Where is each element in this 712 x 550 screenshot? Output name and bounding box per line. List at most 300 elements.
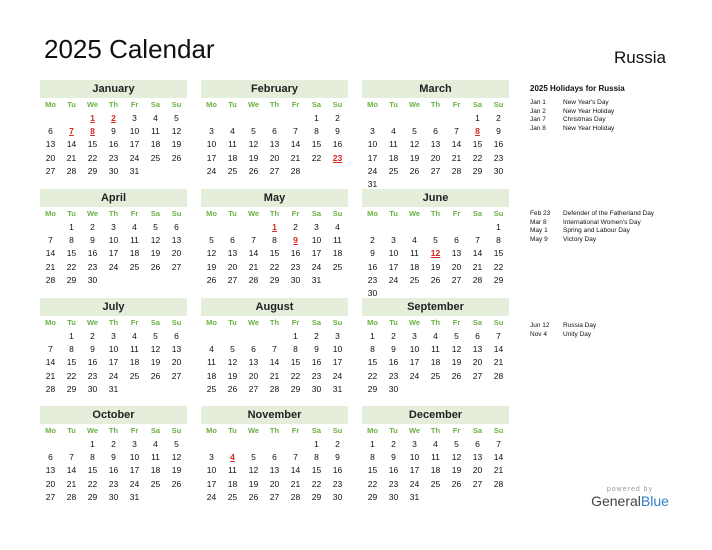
day-cell: 29 [87,491,98,502]
day-cell: 8 [69,235,74,246]
weekday-label: Fr [291,318,300,327]
day-cell: 31 [409,491,420,502]
weekday-label: Tu [67,426,76,435]
day-cell: 11 [431,344,440,355]
weekday-label: Fr [130,426,139,435]
day-cell: 28 [66,165,77,176]
holiday-row [530,125,700,134]
day-cell: 1 [314,439,319,449]
day-cell: 16 [332,139,343,150]
day-cell: 11 [130,235,139,246]
day-cell: 24 [129,152,140,163]
day-cell: 2 [370,235,375,246]
day-cell: 18 [332,248,343,259]
month-title: November [201,406,348,424]
day-cell: 25 [409,274,420,285]
day-cell: 13 [269,139,280,150]
day-cell: 9 [335,126,340,137]
day-cell: 29 [269,274,280,285]
empty-cell [243,112,264,125]
day-cell: 6 [48,126,53,137]
day-cell: 9 [111,452,116,463]
day-cell: 12 [451,344,462,355]
weekday-label: Fr [452,209,461,218]
holiday-name: Unity Day [563,330,592,338]
weekday-label: Tu [228,318,237,327]
day-cell: 31 [367,178,378,189]
month-days [201,424,348,504]
day-cell: 29 [493,274,504,285]
day-cell: 28 [290,165,301,176]
weekday-label: Sa [472,100,483,109]
day-cell: 21 [248,261,259,272]
holiday-name: International Women's Day [563,218,641,226]
day-cell: 18 [129,357,140,368]
day-cell: 21 [472,261,483,272]
day-cell: 22 [367,370,378,381]
day-cell: 24 [108,261,119,272]
holiday-row [530,236,700,245]
day-cell: 3 [111,222,116,232]
day-cell: 3 [335,331,340,341]
day-cell: 20 [248,370,259,381]
day-cell: 24 [388,274,399,285]
holiday-group [530,322,700,339]
empty-cell [285,438,306,451]
weekday-label: Th [430,426,441,435]
day-cell: 15 [493,248,504,259]
day-cell: 23 [87,370,98,381]
day-cell: 19 [206,261,217,272]
weekday-label: Fr [130,209,139,218]
holiday-day: 2 [111,113,116,123]
day-cell: 25 [129,261,140,272]
day-cell: 17 [388,261,399,272]
day-cell: 31 [332,383,343,394]
day-cell: 30 [311,383,322,394]
day-cell: 7 [475,235,480,246]
holiday-row [530,219,700,228]
day-cell: 10 [129,126,140,137]
weekday-label: Sa [472,426,483,435]
holiday-day: 7 [69,126,74,137]
day-cell: 3 [111,331,116,341]
day-cell: 17 [409,357,420,368]
day-cell: 30 [108,491,119,502]
weekday-label: We [408,209,421,218]
day-cell: 19 [430,261,441,272]
day-cell: 22 [66,370,77,381]
day-cell: 26 [171,152,182,163]
day-cell: 22 [87,152,98,163]
weekday-label: Sa [311,100,322,109]
day-cell: 25 [129,370,140,381]
day-cell: 21 [290,478,301,489]
day-cell: 8 [293,344,298,355]
month-days [201,207,348,287]
weekday-label: Mo [367,100,378,109]
weekday-label: Fr [452,100,461,109]
day-cell: 14 [248,248,259,259]
day-cell: 3 [209,126,214,137]
day-cell: 19 [451,465,462,476]
day-cell: 3 [391,235,396,246]
day-cell: 25 [430,478,441,489]
day-cell: 8 [314,452,319,463]
empty-cell [201,330,222,343]
day-cell: 31 [129,491,140,502]
day-cell: 20 [451,261,462,272]
day-cell: 4 [433,439,438,449]
day-cell: 21 [493,465,504,476]
holiday-row [530,227,700,236]
day-cell: 16 [388,465,399,476]
weekday-label: Tu [67,100,76,109]
empty-cell [222,112,243,125]
day-cell: 12 [451,452,462,463]
day-cell: 6 [272,452,277,463]
day-cell: 16 [311,357,322,368]
weekday-label: Sa [150,209,161,218]
holiday-day: 12 [430,248,441,259]
day-cell: 4 [335,222,340,232]
weekday-label: Mo [367,426,378,435]
day-cell: 23 [290,261,301,272]
day-cell: 31 [311,274,322,285]
weekday-label: Fr [291,100,300,109]
day-cell: 4 [412,235,417,246]
day-cell: 9 [391,344,396,355]
day-cell: 3 [370,126,375,137]
day-cell: 12 [150,344,161,355]
day-cell: 23 [108,478,119,489]
day-cell: 27 [451,274,462,285]
day-cell: 23 [332,478,343,489]
empty-cell [243,438,264,451]
day-cell: 6 [272,126,277,137]
day-cell: 24 [108,370,119,381]
day-cell: 18 [206,370,217,381]
day-cell: 10 [311,235,322,246]
day-cell: 14 [451,139,462,150]
day-cell: 19 [227,370,238,381]
day-cell: 14 [45,357,56,368]
holiday-day: 1 [272,222,277,232]
weekday-label: Th [108,209,119,218]
day-cell: 17 [332,357,343,368]
day-cell: 18 [430,357,441,368]
day-cell: 4 [153,113,158,123]
day-cell: 31 [129,165,140,176]
day-cell: 15 [269,248,280,259]
day-cell: 10 [409,344,420,355]
day-cell: 17 [129,139,140,150]
holiday-group [530,210,700,244]
day-cell: 20 [171,248,182,259]
day-cell: 3 [132,439,137,449]
holiday-group [530,99,700,133]
day-cell: 24 [409,478,420,489]
weekday-label: Sa [150,426,161,435]
day-cell: 20 [45,152,56,163]
day-cell: 9 [391,452,396,463]
day-cell: 13 [45,465,56,476]
holiday-row [530,99,700,108]
holiday-day: 8 [475,126,480,137]
month-days [40,207,187,287]
day-cell: 26 [150,261,161,272]
day-cell: 28 [493,370,504,381]
day-cell: 16 [493,139,504,150]
day-cell: 30 [388,491,399,502]
day-cell: 11 [151,126,160,137]
weekday-label: Su [493,318,504,327]
day-cell: 2 [335,113,340,123]
day-cell: 6 [251,344,256,355]
day-cell: 8 [90,452,95,463]
weekday-label: Sa [472,318,483,327]
month-days [201,98,348,178]
day-cell: 15 [472,139,483,150]
weekday-label: Mo [45,100,56,109]
holiday-day: 9 [293,235,298,246]
day-cell: 27 [171,261,182,272]
day-cell: 9 [370,248,375,259]
day-cell: 25 [332,261,343,272]
day-cell: 20 [269,478,280,489]
day-cell: 20 [430,152,441,163]
empty-cell [40,112,61,125]
day-cell: 29 [66,274,77,285]
day-cell: 22 [493,261,504,272]
weekday-label: We [247,209,260,218]
day-cell: 17 [409,465,420,476]
day-cell: 27 [227,274,238,285]
day-cell: 25 [150,478,161,489]
day-cell: 26 [227,383,238,394]
day-cell: 18 [227,152,238,163]
day-cell: 20 [45,478,56,489]
day-cell: 2 [391,439,396,449]
empty-cell [383,112,404,125]
day-cell: 7 [48,344,53,355]
holiday-day: 8 [90,126,95,137]
day-cell: 12 [227,357,238,368]
day-cell: 9 [90,235,95,246]
day-cell: 13 [171,344,182,355]
holiday-date: Feb 23 [530,210,551,217]
day-cell: 10 [206,465,217,476]
day-cell: 25 [150,152,161,163]
weekday-label: Sa [311,209,322,218]
day-cell: 1 [69,222,74,232]
day-cell: 18 [388,152,399,163]
day-cell: 6 [174,331,179,341]
day-cell: 21 [45,370,56,381]
day-cell: 26 [248,165,259,176]
weekday-label: Su [332,209,343,218]
day-cell: 25 [430,370,441,381]
day-cell: 2 [335,439,340,449]
day-cell: 5 [454,331,459,341]
day-cell: 22 [472,152,483,163]
day-cell: 19 [409,152,420,163]
empty-cell [201,438,222,451]
day-cell: 18 [150,465,161,476]
weekday-label: Th [269,426,280,435]
empty-cell [467,221,488,234]
day-cell: 18 [150,139,161,150]
day-cell: 21 [66,478,77,489]
weekday-label: Fr [291,426,300,435]
day-cell: 19 [150,248,161,259]
day-cell: 14 [472,248,483,259]
month-title: December [362,406,509,424]
day-cell: 3 [314,222,319,232]
empty-cell [201,112,222,125]
day-cell: 19 [248,152,259,163]
day-cell: 2 [314,331,319,341]
day-cell: 6 [433,126,438,137]
day-cell: 4 [230,126,235,137]
month-july [40,298,187,396]
weekday-label: Su [493,209,504,218]
day-cell: 11 [410,248,419,259]
holiday-name: New Year Holiday [563,107,615,115]
empty-cell [264,112,285,125]
day-cell: 21 [493,357,504,368]
day-cell: 27 [269,165,280,176]
day-cell: 8 [69,344,74,355]
holiday-date: Mar 8 [530,218,547,226]
weekday-label: We [86,426,99,435]
day-cell: 4 [209,344,214,355]
day-cell: 21 [269,370,280,381]
holiday-row [530,322,700,331]
day-cell: 29 [367,383,378,394]
weekday-label: Mo [45,209,56,218]
weekday-label: Su [171,209,182,218]
month-days [362,316,509,396]
weekday-label: Tu [228,100,237,109]
day-cell: 3 [412,331,417,341]
weekday-label: Su [171,426,182,435]
empty-cell [362,112,383,125]
weekday-label: Th [108,100,119,109]
weekday-label: We [86,209,99,218]
day-cell: 10 [332,344,343,355]
day-cell: 19 [451,357,462,368]
brand-name-general: General [591,493,641,509]
day-cell: 15 [367,357,378,368]
day-cell: 2 [111,439,116,449]
empty-cell [40,221,61,234]
month-days [362,207,509,300]
day-cell: 22 [290,370,301,381]
day-cell: 7 [454,126,459,137]
day-cell: 4 [153,439,158,449]
day-cell: 22 [66,261,77,272]
country-label: Russia [614,48,666,67]
day-cell: 23 [108,152,119,163]
day-cell: 1 [370,331,375,341]
day-cell: 10 [108,235,119,246]
day-cell: 17 [206,478,217,489]
weekday-label: Mo [45,426,56,435]
day-cell: 16 [108,139,119,150]
day-cell: 12 [248,465,259,476]
holiday-name: Russia Day [563,322,597,329]
month-title: April [40,189,187,207]
day-cell: 6 [475,439,480,449]
weekday-label: Sa [150,318,161,327]
day-cell: 22 [367,478,378,489]
month-days [362,424,509,504]
day-cell: 4 [132,222,137,232]
weekday-label: Tu [389,426,398,435]
day-cell: 28 [45,383,56,394]
weekday-label: Tu [389,100,398,109]
day-cell: 7 [48,235,53,246]
day-cell: 17 [206,152,217,163]
day-cell: 5 [174,113,179,123]
weekday-label: Mo [206,209,217,218]
day-cell: 7 [251,235,256,246]
holiday-row [530,116,700,125]
empty-cell [446,112,467,125]
day-cell: 26 [206,274,217,285]
day-cell: 12 [171,452,182,463]
empty-cell [285,112,306,125]
holiday-day: 1 [90,113,95,123]
day-cell: 23 [388,478,399,489]
day-cell: 17 [129,465,140,476]
day-cell: 15 [66,357,77,368]
weekday-label: We [247,100,260,109]
day-cell: 24 [129,478,140,489]
day-cell: 10 [108,344,119,355]
day-cell: 6 [454,235,459,246]
day-cell: 5 [153,222,158,232]
day-cell: 2 [293,222,298,232]
day-cell: 14 [45,248,56,259]
day-cell: 13 [248,357,259,368]
day-cell: 11 [207,357,216,368]
day-cell: 28 [290,491,301,502]
day-cell: 6 [475,331,480,341]
weekday-label: We [247,318,260,327]
month-march [362,80,509,191]
weekday-label: Sa [150,100,161,109]
powered-by-label: powered by [606,486,654,493]
day-cell: 3 [209,452,214,463]
weekday-label: Th [269,209,280,218]
day-cell: 18 [430,465,441,476]
day-cell: 14 [493,344,504,355]
empty-cell [243,330,264,343]
holiday-date: Jan 2 [530,107,546,115]
weekday-label: Su [332,426,343,435]
day-cell: 23 [493,152,504,163]
holiday-date: Jun 12 [530,322,550,329]
day-cell: 24 [311,261,322,272]
holiday-row [530,108,700,117]
day-cell: 7 [293,126,298,137]
day-cell: 29 [66,383,77,394]
weekday-label: Th [108,318,119,327]
day-cell: 30 [290,274,301,285]
day-cell: 11 [431,452,440,463]
